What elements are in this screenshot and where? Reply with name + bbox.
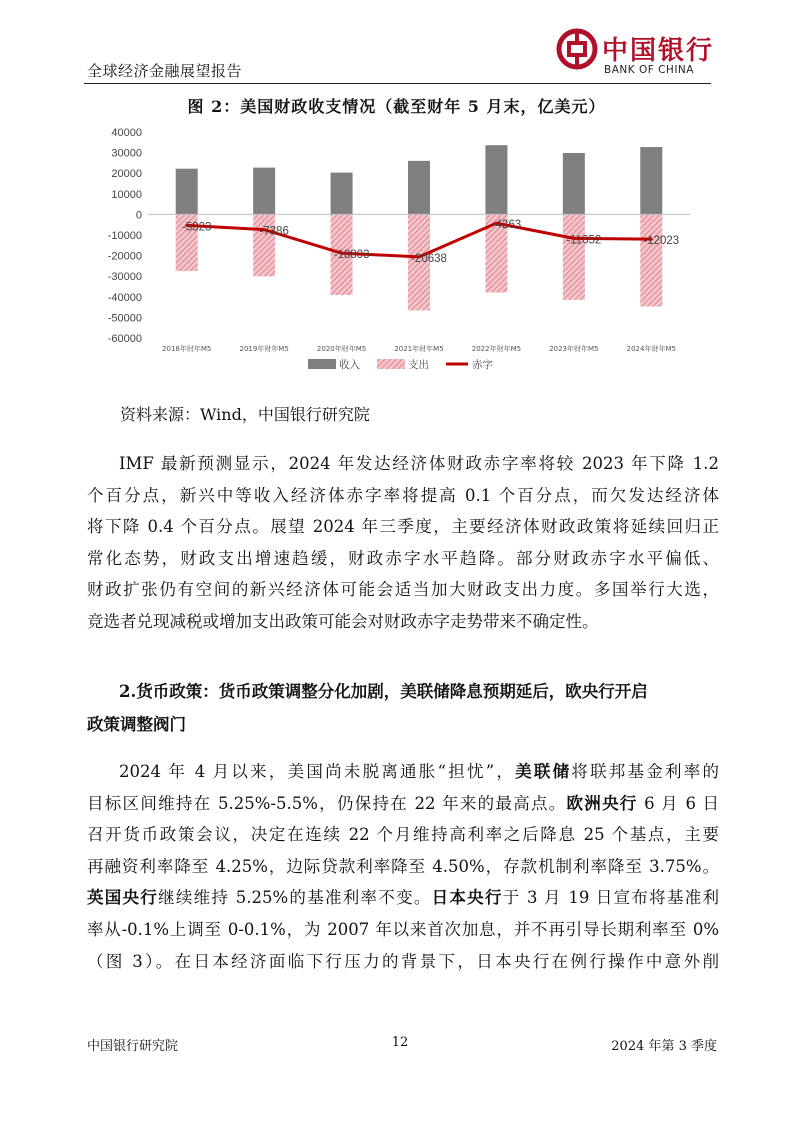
text-run: 目标区间维持在 5.25%-5.5%，仍保持在 22 年来的最高点。 (87, 793, 567, 813)
figure-title: 图 2：美国财政收支情况（截至财年 5 月末，亿美元） (187, 97, 606, 116)
x-tick-label: 2021年财年M5 (394, 345, 444, 353)
bank-logo-icon (556, 28, 598, 70)
legend-swatch-revenue (308, 359, 336, 369)
paragraph-line (87, 882, 719, 914)
y-tick-label: -40000 (107, 291, 142, 304)
bar-revenue (485, 145, 507, 214)
data-label-deficit: -4263 (491, 219, 522, 232)
paragraph-line: 率从-0.1%上调至 0-0.1%，为 2007 年以来首次加息，并不再引导长期利率至 0% (87, 919, 719, 939)
bar-revenue (176, 169, 198, 215)
y-tick-label: -20000 (107, 250, 142, 263)
y-tick-label: 40000 (111, 127, 142, 139)
bar-expenditure (253, 214, 275, 276)
paragraph-line: 将下降 0.4 个百分点。展望 2024 年三季度，主要经济体财政政策将延续回归正 (87, 517, 719, 537)
x-tick-label: 2019年财年M5 (239, 345, 289, 353)
x-tick-label: 2024年财年M5 (626, 345, 676, 353)
figure-source: 资料来源：Wind，中国银行研究院 (120, 405, 370, 424)
legend-label: 收入 (339, 359, 360, 371)
bar-revenue (563, 153, 585, 214)
text-run: 6 月 6 日 (637, 793, 720, 813)
paragraph-fiscal-outlook (87, 448, 719, 638)
text-run: 2024 年 4 月以来，美国尚未脱离通胀“担忧”， (119, 762, 516, 781)
section-heading-monetary-policy (87, 675, 719, 741)
text-run-bold: 美联储 (515, 762, 572, 781)
paragraph-line (87, 756, 719, 788)
paragraph-line: 再融资利率降至 4.25%，边际贷款利率降至 4.50%，存款机制利率降至 3.75%。 (87, 856, 719, 876)
y-tick-label: 20000 (111, 168, 142, 181)
text-run: 继续维持 5.25%的基准利率不变。 (158, 888, 432, 908)
x-tick-label: 2018年财年M5 (162, 345, 212, 353)
paragraph-line (87, 788, 719, 820)
header-divider (84, 83, 711, 84)
footer-page-number: 12 (391, 1035, 409, 1050)
paragraph-line: 常化态势，财政支出增速趋缓，财政赤字水平趋降。部分财政赤字水平偏低、 (87, 548, 719, 568)
legend-label: 赤字 (472, 359, 493, 371)
data-label-deficit: -5323 (182, 221, 212, 234)
bar-revenue (408, 161, 430, 215)
y-tick-label: 30000 (111, 147, 142, 160)
report-title: 全球经济金融展望报告 (87, 62, 243, 80)
legend-label: 支出 (408, 359, 429, 371)
heading-line: 政策调整阀门 (87, 715, 186, 734)
logo-chinese-text: 中国银行 (602, 36, 715, 66)
paragraph-line: 竞选者兑现减税或增加支出政策可能会对财政赤字走势带来不确定性。 (87, 611, 599, 631)
paragraph-line: 财政扩张仍有空间的新兴经济体可能会适当加大财政支出力度。多国举行大选， (87, 580, 719, 600)
fiscal-chart (90, 122, 700, 372)
text-run-bold: 欧洲央行 (566, 793, 638, 813)
paragraph-line: （图 3）。在日本经济面临下行压力的背景下，日本央行在例行操作中意外削 (87, 951, 719, 971)
heading-line: 2.货币政策：货币政策调整分化加剧，美联储降息预期延后，欧央行开启 (119, 682, 648, 701)
text-run: 将联邦基金利率的 (571, 762, 719, 781)
text-run-bold: 英国央行 (87, 888, 159, 908)
bar-expenditure (563, 214, 585, 299)
paragraph-line: 召开货币政策会议，决定在连续 22 个月维持高利率之后降息 25 个基点，主要 (87, 825, 719, 845)
bar-revenue (253, 168, 275, 215)
data-label-deficit: -20638 (411, 252, 447, 265)
x-tick-label: 2022年财年M5 (471, 345, 522, 353)
legend-swatch-expenditure (377, 359, 405, 369)
x-tick-label: 2023年财年M5 (549, 345, 599, 353)
y-tick-label: -60000 (107, 333, 142, 345)
footer-quarter: 2024 年第 3 季度 (611, 1039, 717, 1054)
y-tick-label: 10000 (111, 188, 142, 201)
bank-logo (556, 26, 716, 82)
data-label-deficit: -12023 (643, 235, 680, 248)
paragraph-monetary-policy (87, 756, 719, 977)
y-tick-label: -50000 (107, 312, 142, 325)
paragraph-line: IMF 最新预测显示，2024 年发达经济体财政赤字率将较 2023 年下降 1.2 (119, 454, 719, 473)
bar-expenditure (640, 214, 662, 306)
paragraph-line: 个百分点，新兴中等收入经济体赤字率将提高 0.1 个百分点，而欠发达经济体 (87, 485, 719, 505)
text-run: 于 3 月 19 日宣布将基准利 (502, 888, 720, 908)
footer-institute: 中国银行研究院 (87, 1039, 179, 1054)
data-label-deficit: -18803 (333, 249, 370, 262)
bar-revenue (640, 147, 662, 214)
y-tick-label: 0 (135, 209, 142, 222)
data-label-deficit: -7386 (259, 225, 289, 238)
logo-english-text: BANK OF CHINA (604, 64, 694, 76)
y-tick-label: -30000 (107, 271, 142, 284)
text-run-bold: 日本央行 (431, 888, 503, 908)
y-tick-label: -10000 (107, 230, 142, 242)
x-tick-label: 2020年财年M5 (316, 345, 367, 353)
data-label-deficit: -11652 (566, 234, 602, 247)
bar-revenue (331, 173, 353, 215)
